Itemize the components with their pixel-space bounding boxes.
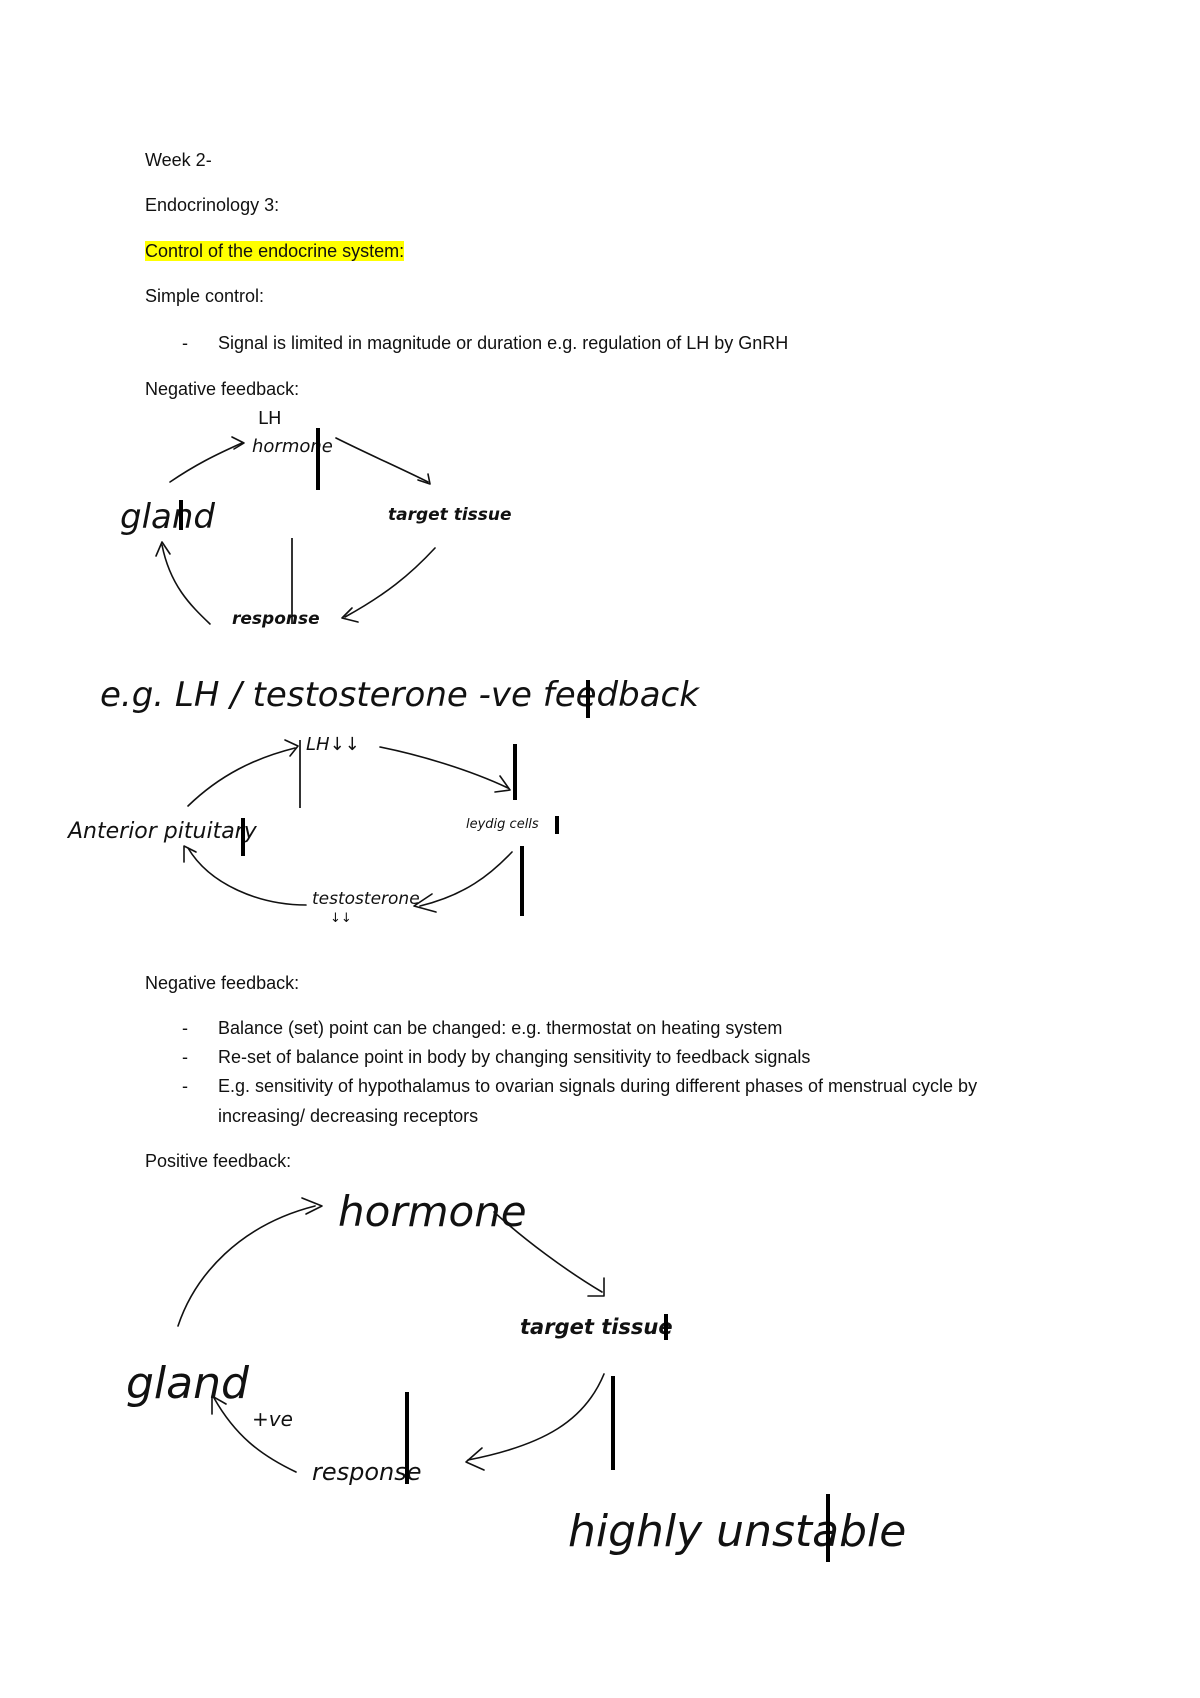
arrow-testosterone-to-pituitary [188, 848, 306, 905]
pituitary-label: Anterior pituitary [68, 819, 257, 844]
highlighted-heading: Control of the endocrine system: [145, 241, 405, 261]
leydig-label: leydig cells [466, 817, 539, 832]
week-label: Week 2- [145, 150, 212, 170]
arrow-leydig-to-testosterone [420, 852, 512, 906]
arrow-gland-to-hormone [178, 1206, 315, 1326]
diagram-lh-testosterone [66, 734, 557, 926]
lecture-title: Endocrinology 3: [145, 195, 280, 215]
arrowhead [495, 776, 510, 792]
pf-gland-label: gland [126, 1358, 249, 1409]
pf-response-label: response [312, 1458, 422, 1486]
bullet-mark: - [182, 333, 188, 353]
arrow-pituitary-to-lh [188, 748, 295, 806]
example-heading: e.g. LH / testosterone -ve feedback [100, 675, 699, 715]
arrow-gland-to-hormone [170, 443, 242, 482]
lh-label: LH↓↓ [306, 734, 360, 755]
testosterone-arrows: ↓↓ [330, 911, 352, 926]
target-tissue-label: target tissue [388, 505, 512, 525]
arrowhead [184, 846, 196, 862]
pf-target-label: target tissue [520, 1315, 673, 1339]
arrow-hormone-to-target [336, 438, 428, 482]
diagram-negative-feedback [120, 408, 512, 629]
arrowhead [588, 1278, 604, 1296]
arrow-response-to-gland [162, 545, 210, 624]
arrowhead [285, 740, 298, 756]
testosterone-label: testosterone [312, 889, 420, 909]
bullet-mark: - [182, 1018, 188, 1038]
arrow-target-to-response [345, 548, 435, 617]
simple-control-title: Simple control: [145, 286, 265, 306]
pf-note-label: highly unstable [568, 1506, 907, 1557]
gland-label: gland [120, 497, 215, 537]
positive-feedback-title: Positive feedback: [145, 1151, 292, 1171]
hormone-top-label: LH [258, 408, 282, 429]
pf-plus-label: +ve [252, 1407, 293, 1431]
hormone-label: hormone [252, 436, 333, 457]
nf-bullet-3: E.g. sensitivity of hypothalamus to ovarian signals during different phases of menstrual cycle by increasing/ decreasing receptors [218, 1076, 978, 1126]
arrow-lh-to-leydig [380, 747, 508, 788]
diagram-positive-feedback [126, 1187, 906, 1562]
arrow-target-to-response [468, 1374, 604, 1460]
nf-bullet-1: Balance (set) point can be changed: e.g. thermostat on heating system [218, 1018, 783, 1038]
nf-bullet-2: Re-set of balance point in body by changing sensitivity to feedback signals [218, 1047, 811, 1067]
negative-feedback-title-2: Negative feedback: [145, 973, 300, 993]
bullet-mark: - [182, 1047, 188, 1067]
simple-control-bullet: Signal is limited in magnitude or duration e.g. regulation of LH by GnRH [218, 333, 789, 353]
bullet-mark: - [182, 1076, 188, 1096]
negative-feedback-title-1: Negative feedback: [145, 379, 300, 399]
response-label: response [232, 609, 320, 629]
pf-hormone-label: hormone [338, 1187, 527, 1236]
